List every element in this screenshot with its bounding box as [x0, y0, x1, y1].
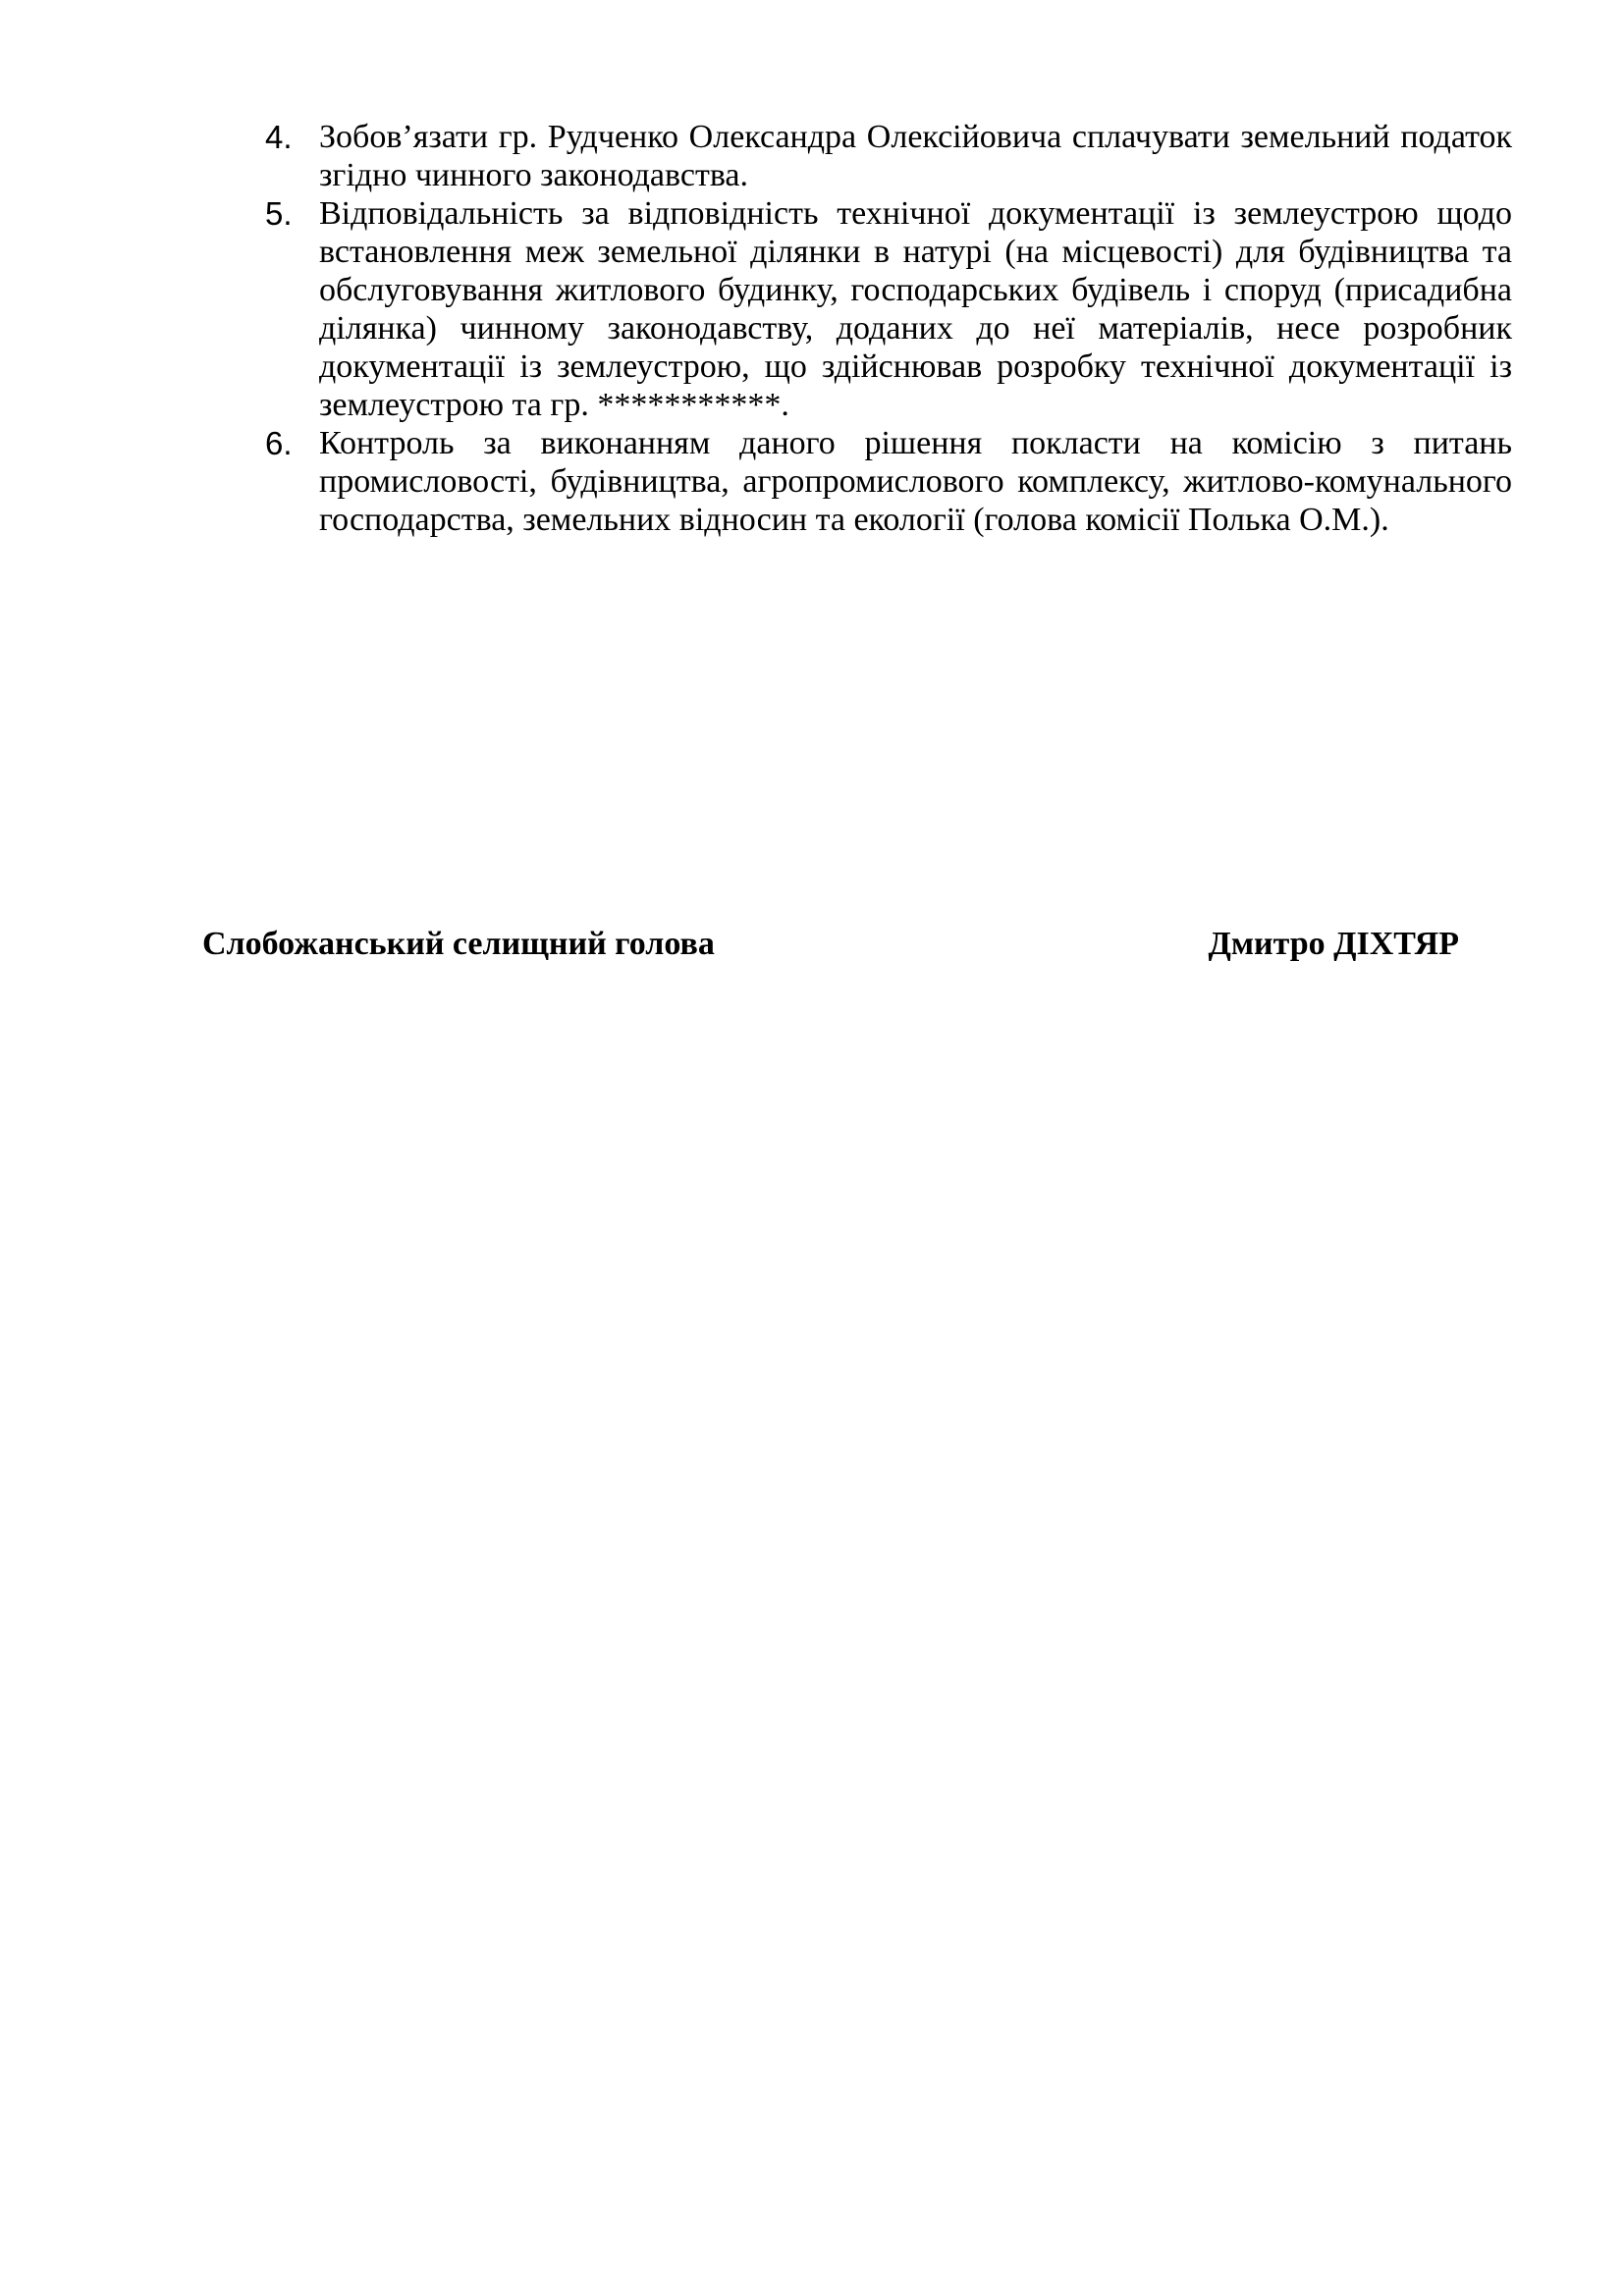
signature-title: Слобожанський селищний голова — [202, 926, 715, 962]
item-text: Контроль за виконанням даного рішення покласти на комісію з питань промисловості, будівництва, агропромислового комплексу, житлово-комунального господарства, земельних відносин та екології (голова комісії Полька О.М.). — [319, 425, 1512, 538]
item-number: 5. — [265, 195, 293, 232]
item-text: Відповідальність за відповідність технічної документації із землеустрою щодо встановлення меж земельної ділянки в натурі (на місцевості) для будівництва та обслуговування житлового будинку, господарських будівель і споруд (присадибна ділянка) чинному законодавству, доданих до неї матеріалів, несе розробник документації із землеустрою, що здійснював розробку технічної документації із землеустрою та гр. ***********. — [319, 195, 1512, 423]
item-number: 6. — [265, 425, 293, 461]
list-item — [265, 118, 1512, 194]
item-text: Зобов’язати гр. Рудченко Олександра Олексійовича сплачувати земельний податок згідно чинного законодавства. — [319, 119, 1512, 193]
list-item — [265, 424, 1512, 539]
list-item — [265, 194, 1512, 424]
decision-list — [265, 118, 1512, 539]
signature-block — [202, 921, 1459, 968]
signature-name: Дмитро ДІХТЯР — [1208, 926, 1459, 962]
item-number: 4. — [265, 119, 293, 155]
